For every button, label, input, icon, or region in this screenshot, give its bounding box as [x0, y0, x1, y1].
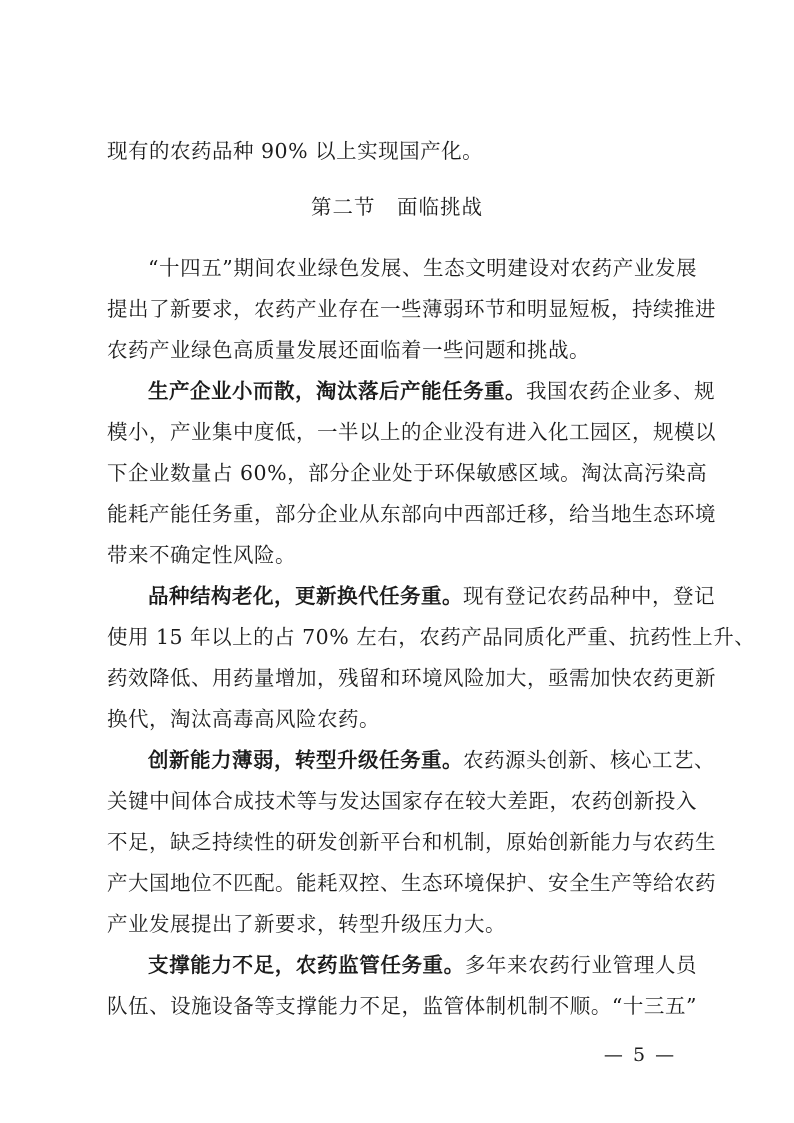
paragraph-3-line-3: 药效降低、用药量增加，残留和环境风险加大，亟需加快农药更新 — [107, 666, 716, 690]
paragraph-2-line-4: 能耗产能任务重，部分企业从东部向中西部迁移，给当地生态环境 — [107, 502, 716, 526]
paragraph-3-lead: 品种结构老化，更新换代任务重。 — [148, 584, 463, 608]
paragraph-5-lead: 支撑能力不足，农药监管任务重。 — [148, 953, 465, 977]
paragraph-4-lead: 创新能力薄弱，转型升级任务重。 — [148, 748, 463, 772]
paragraph-2-first-rest: 我国农药企业多、规 — [526, 379, 715, 403]
paragraph-2-lead: 生产企业小而散，淘汰落后产能任务重。 — [148, 379, 526, 403]
paragraph-1-line-3: 农药产业绿色高质量发展还面临着一些问题和挑战。 — [107, 338, 590, 362]
paragraph-4-line-5: 产业发展提出了新要求，转型升级压力大。 — [107, 912, 506, 936]
paragraph-2-line-5: 带来不确定性风险。 — [107, 543, 296, 567]
paragraph-4-first-rest: 农药源头创新、核心工艺、 — [463, 748, 715, 772]
paragraph-1-line-1: “十四五”期间农业绿色发展、生态文明建设对农药产业发展 — [148, 256, 697, 280]
paragraph-3-first-rest: 现有登记农药品种中，登记 — [463, 584, 715, 608]
paragraph-4-line-1 — [148, 745, 715, 775]
paragraph-5-line-1 — [148, 950, 697, 980]
section-heading: 第二节 面临挑战 — [311, 195, 483, 219]
paragraph-3-line-4: 换代，淘汰高毒高风险农药。 — [107, 707, 380, 731]
paragraph-5-line-2: 队伍、设施设备等支撑能力不足，监管体制机制不顺。“十三五” — [107, 994, 697, 1018]
paragraph-5-first-rest: 多年来农药行业管理人员 — [464, 953, 698, 977]
paragraph-2-line-1 — [148, 376, 715, 406]
page-number: — 5 — — [603, 1044, 677, 1066]
paragraph-4-line-3: 不足，缺乏持续性的研发创新平台和机制，原始创新能力与农药生 — [107, 830, 716, 854]
paragraph-4-line-2: 关键中间体合成技术等与发达国家存在较大差距，农药创新投入 — [107, 789, 697, 813]
intro-line: 现有的农药品种 90% 以上实现国产化。 — [107, 139, 484, 163]
paragraph-3-line-1 — [148, 581, 715, 611]
paragraph-4-line-4: 产大国地位不匹配。能耗双控、生态环境保护、安全生产等给农药 — [107, 871, 716, 895]
paragraph-3-line-2: 使用 15 年以上的占 70% 左右，农药产品同质化严重、抗药性上升、 — [107, 625, 756, 649]
paragraph-2-line-3: 下企业数量占 60%，部分企业处于环保敏感区域。淘汰高污染高 — [107, 461, 708, 485]
paragraph-2-line-2: 模小，产业集中度低，一半以上的企业没有进入化工园区，规模以 — [107, 420, 716, 444]
paragraph-1-line-2: 提出了新要求，农药产业存在一些薄弱环节和明显短板，持续推进 — [107, 297, 716, 321]
